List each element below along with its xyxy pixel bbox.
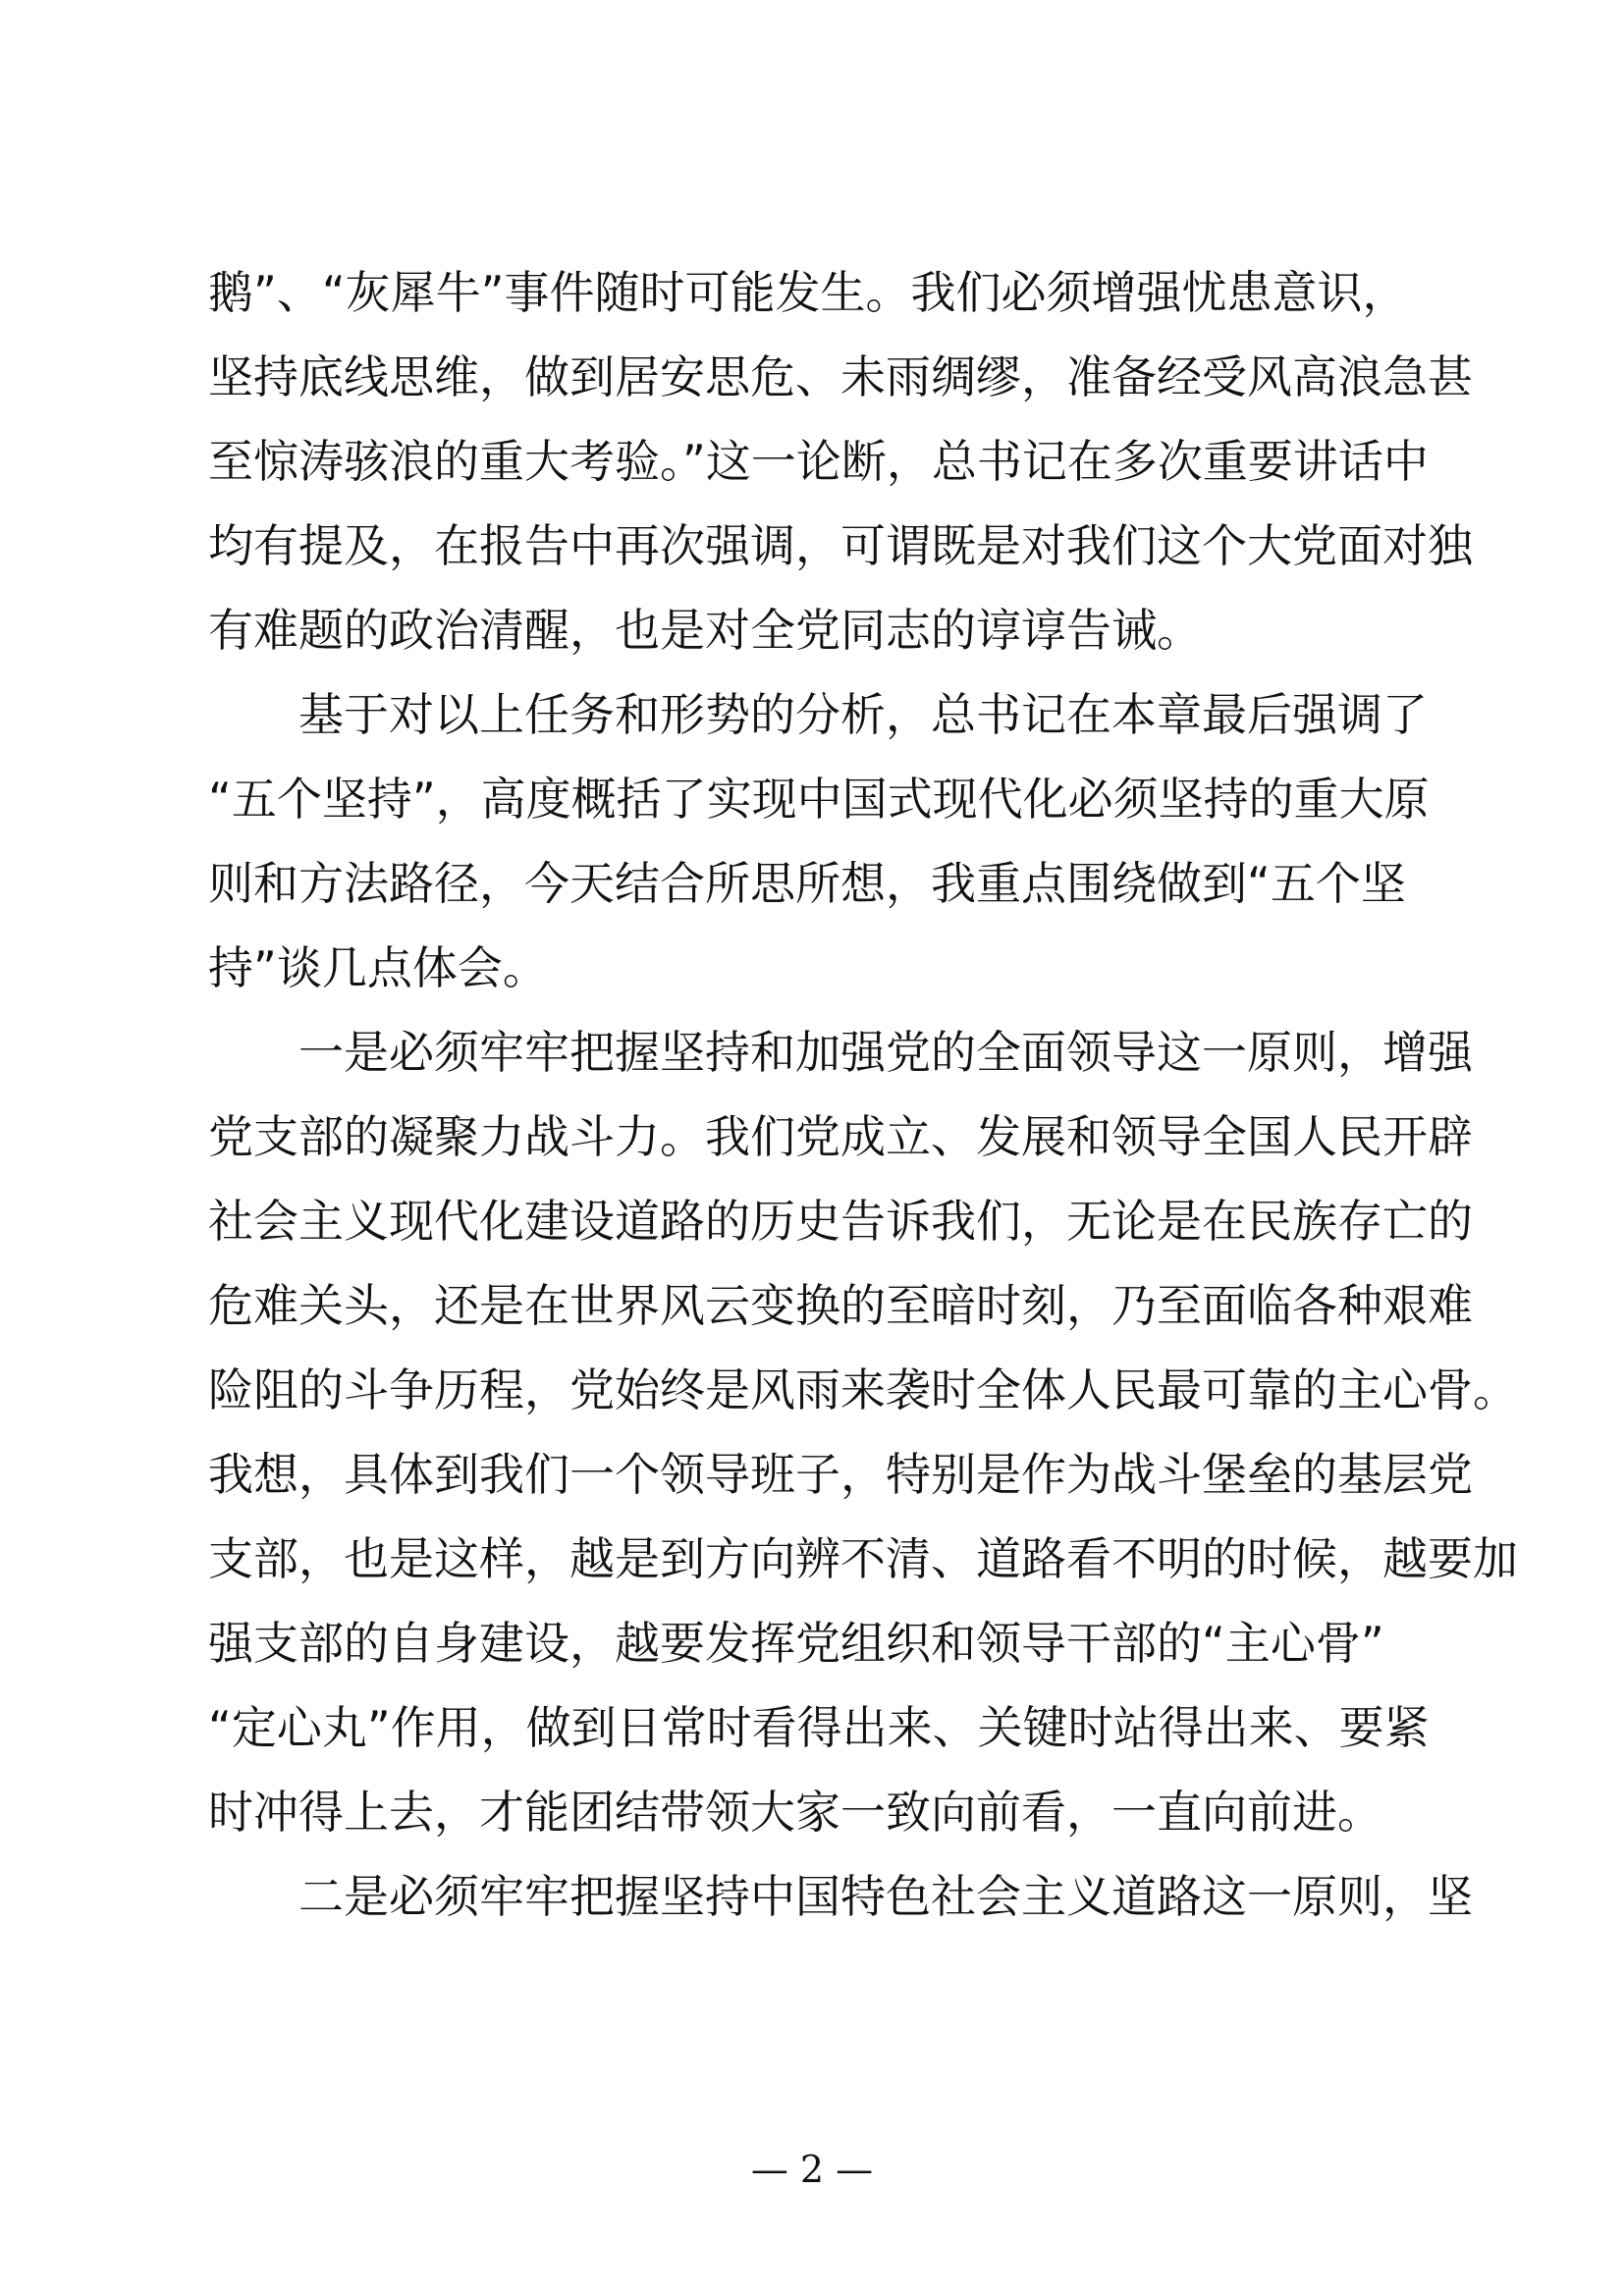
text-line: 均有提及，在报告中再次强调，可谓既是对我们这个大党面对独 — [208, 519, 1473, 572]
text-line: 则和方法路径，今天结合所思所想，我重点围绕做到“五个坚 — [208, 857, 1406, 910]
body-text — [208, 250, 1518, 1939]
text-line: 支部，也是这样，越是到方向辨不清、道路看不明的时候，越要加 — [208, 1532, 1518, 1585]
page-number: — 2 — — [750, 2148, 874, 2191]
text-line: 持”谈几点体会。 — [208, 941, 548, 994]
text-line: 我想，具体到我们一个领导班子，特别是作为战斗堡垒的基层党 — [208, 1448, 1473, 1501]
text-line: 党支部的凝聚力战斗力。我们党成立、发展和领导全国人民开辟 — [208, 1110, 1473, 1163]
text-line: 强支部的自身建设，越要发挥党组织和领导干部的“主心骨” — [208, 1617, 1384, 1670]
text-line: 鹅”、“灰犀牛”事件随时可能发生。我们必须增强忧患意识， — [208, 266, 1408, 319]
text-line: 险阻的斗争历程，党始终是风雨来袭时全体人民最可靠的主心骨。 — [208, 1363, 1518, 1416]
text-line: 至惊涛骇浪的重大考验。”这一论断，总书记在多次重要讲话中 — [208, 435, 1429, 488]
text-line: 社会主义现代化建设道路的历史告诉我们，无论是在民族存亡的 — [208, 1195, 1473, 1248]
paragraph-start-line: 基于对以上任务和形势的分析，总书记在本章最后强调了 — [298, 688, 1428, 741]
text-line: “五个坚持”，高度概括了实现中国式现代化必须坚持的重大原 — [208, 773, 1430, 826]
text-line: “定心丸”作用，做到日常时看得出来、关键时站得出来、要紧 — [208, 1701, 1430, 1754]
paragraph-start-line: 一是必须牢牢把握坚持和加强党的全面领导这一原则，增强 — [298, 1026, 1473, 1079]
text-line: 时冲得上去，才能团结带领大家一致向前看，一直向前进。 — [208, 1786, 1382, 1839]
text-line: 危难关头，还是在世界风云变换的至暗时刻，乃至面临各种艰难 — [208, 1279, 1473, 1332]
text-line: 有难题的政治清醒，也是对全党同志的谆谆告诫。 — [208, 604, 1202, 657]
text-line: 坚持底线思维，做到居安思危、未雨绸缪，准备经受风高浪急甚 — [208, 350, 1473, 403]
paragraph-start-line: 二是必须牢牢把握坚持中国特色社会主义道路这一原则，坚 — [298, 1870, 1473, 1923]
